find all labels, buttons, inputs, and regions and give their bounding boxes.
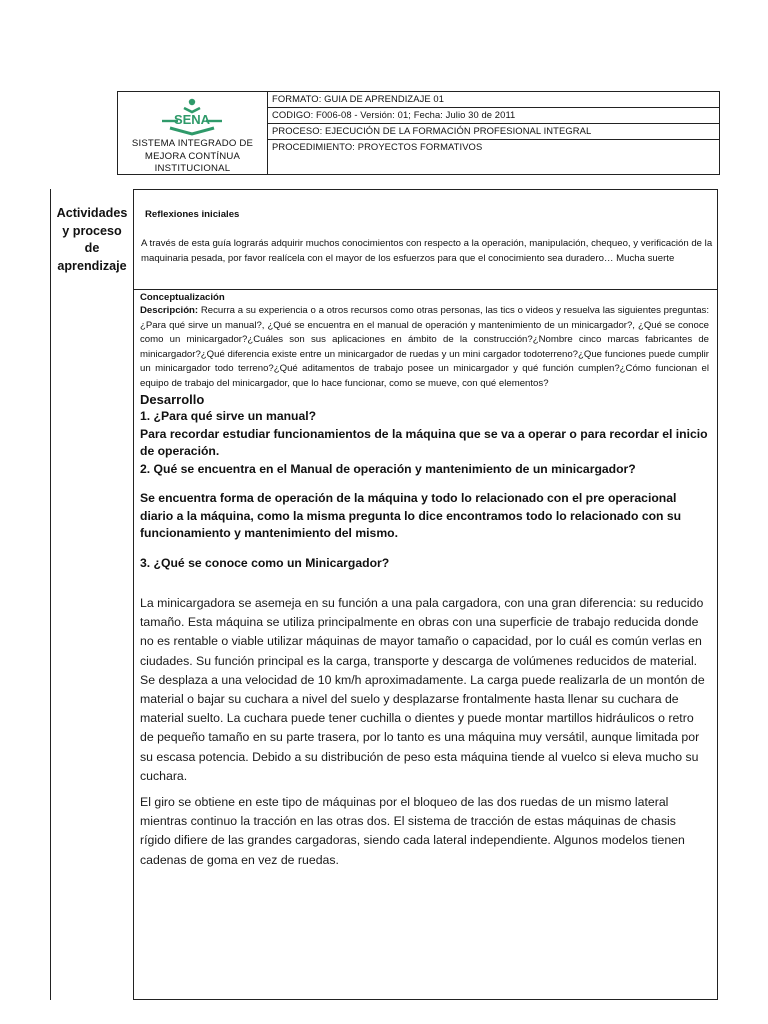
answer-2: Se encuentra forma de operación de la máquina y todo lo relacionado con el pre operacional diario a la máquina, como la misma pregunta lo dice encontramos todo lo relacionado con su funcionamiento y mantenimiento del mismo. xyxy=(140,491,682,540)
development-title: Desarrollo xyxy=(140,392,205,407)
sena-logo-icon xyxy=(156,98,228,136)
table-left-border xyxy=(50,189,51,1000)
intro-paragraph: A través de esta guía lograrás adquirir muchos conocimientos con respecto a la operación, manipulación, chequeo, y verificación de la maquinaria pesada, por favor realícela con el mayor de los esfuerzos para que el conocimiento sea duradero… Mucha suerte xyxy=(141,238,713,264)
organization-name xyxy=(118,138,267,174)
logo-text: SENA xyxy=(173,112,211,127)
side-label-line: Actividades xyxy=(56,206,128,220)
question-3: 3. ¿Qué se conoce como un Minicargador? xyxy=(140,555,390,570)
description-paragraph xyxy=(140,304,709,391)
document-header xyxy=(117,91,720,175)
header-format-row: FORMATO: GUIA DE APRENDIZAJE 01 xyxy=(268,92,720,108)
answer-1: Para recordar estudiar funcionamientos de la máquina que se va a operar o para recordar el inicio de operación. xyxy=(140,426,708,458)
question-2: 2. Qué se encuentra en el Manual de operación y mantenimiento de un minicargador? xyxy=(140,461,636,476)
answer-3-paragraph-1: La minicargadora se asemeja en su función a una pala cargadora, con una gran diferencia: su reducido tamaño. Esta máquina se utiliza principalmente en obras con una superficie de trabajo reducida donde no es rentable o viable utilizar máquinas de mayor tamaño o capacidad, por lo cuál es común verlas en ciudades. Su función principal es la carga, transporte y descarga de volúmenes reducidos de material. Se desplaza a una velocidad de 10 km/h aproximadamente. La carga puede realizarla de un montón de material o bajar su cuchara a nivel del suelo y desplazarse frontalmente hasta llenar su cuchara de material suelto. La cuchara puede tener cuchilla o dientes y puede montar martillos hidráulicos o retro de pequeño tamaño en su parte trasera, por lo tanto es una máquina muy versátil, aunque limitada por su escasa potencia. Debido a su distribución de peso esta máquina tiende al vuelco si eleva mucho su cuchara. xyxy=(140,596,705,783)
description-label: Descripción: xyxy=(140,305,199,316)
activities-label xyxy=(52,205,132,275)
header-logo-cell xyxy=(118,92,268,174)
section-title: Conceptualización xyxy=(140,292,225,303)
side-label-line: aprendizaje xyxy=(57,258,127,273)
org-line: SISTEMA INTEGRADO DE xyxy=(131,138,254,149)
section-title: Reflexiones iniciales xyxy=(145,209,240,220)
org-line: INSTITUCIONAL xyxy=(154,163,231,174)
side-label-line: y proceso xyxy=(62,223,122,238)
conceptualization-section xyxy=(140,291,709,870)
description-text: Recurra a su experiencia o a otros recursos como otras personas, las tics o videos y resuelva las siguientes preguntas: ¿Para qué sirve un manual?, ¿Qué se encuentra en el manual de operación y mantenimiento de un minicargador?, ¿Qué se conoce como un minicargador?¿Cuáles son sus aplicaciones en ámbito de la construcción?¿Nombre cinco marcas fabricantes de minicargador?¿Qué diferencia existe entre un minicargador de ruedas y un mini cargador todoterreno?¿Que funciones puede cumplir un minicargador todo terreno?¿Qué aditamentos de trabajo posee un minicargador y qué función cumplen?¿Cómo funcionan el equipo de trabajo del minicargador, que lo hace funcionar, como se mueve, con qué elementos? xyxy=(140,305,709,389)
org-line: MEJORA CONTÍNUA xyxy=(144,150,241,162)
header-procedure-row: PROCEDIMIENTO: PROYECTOS FORMATIVOS xyxy=(272,141,483,152)
side-label-line: de xyxy=(84,241,100,255)
header-process-row: PROCESO: EJECUCIÓN DE LA FORMACIÓN PROFESIONAL INTEGRAL xyxy=(268,124,720,140)
question-1: 1. ¿Para qué sirve un manual? xyxy=(140,409,317,423)
initial-reflections-section xyxy=(134,190,717,290)
header-code-row: CODIGO: F006-08 - Versión: 01; Fecha: Julio 30 de 2011 xyxy=(268,108,720,124)
answer-3-paragraph-2: El giro se obtiene en este tipo de máquinas por el bloqueo de las dos ruedas de un mismo lateral mientras continuo la tracción en las otras dos. El sistema de tracción de estas máquinas de chasis rígido difiere de las grandes cargadoras, siendo cada lateral independiente. Algunos modelos tienen cadenas de goma en vez de ruedas. xyxy=(140,795,685,867)
